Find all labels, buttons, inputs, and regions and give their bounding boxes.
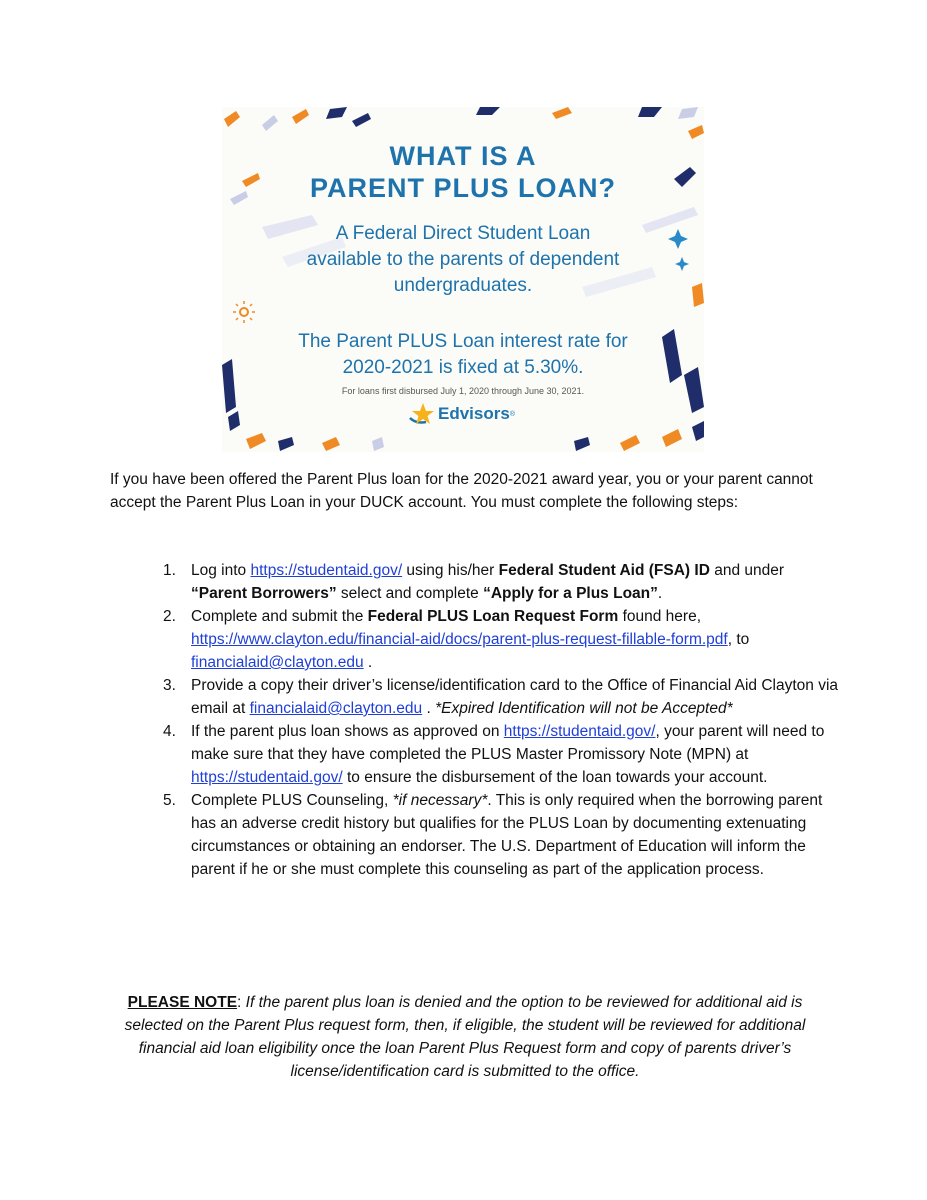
financial-aid-email-link[interactable]: financialaid@clayton.edu [191,654,364,671]
studentaid-link[interactable]: https://studentaid.gov/ [250,562,403,579]
logo-text: Edvisors [438,404,510,423]
logo-registered-mark: ® [509,410,515,418]
step-italic-text: *if necessary* [392,792,488,809]
studentaid-link[interactable]: https://studentaid.gov/ [191,769,343,786]
step-text: . [363,654,373,671]
star-icon [408,402,434,426]
step-text: to ensure the disbursement of the loan towards your account. [342,769,768,786]
banner-rate-line1: The Parent PLUS Loan interest rate for [298,331,628,352]
banner-desc-line3: undergraduates. [393,275,533,296]
steps-list [163,559,843,881]
step-2 [163,605,843,674]
intro-paragraph: If you have been offered the Parent Plus loan for the 2020-2021 award year, you or your parent cannot accept the Parent Plus Loan in your DUCK account. You must complete the following steps: [110,471,813,511]
step-text: If the parent plus loan shows as approved on [191,723,504,740]
step-text: Complete and submit the [191,608,368,625]
step-text: Complete PLUS Counseling, [191,792,393,809]
step-text: . [422,700,436,717]
step-5 [163,789,843,881]
step-text: select and complete [336,585,484,602]
request-form-link[interactable]: https://www.clayton.edu/financial-aid/docs/parent-plus-request-fillable-form.pdf [191,631,728,648]
banner-desc-line2: available to the parents of dependent [306,249,620,270]
edvisors-logo [408,400,515,428]
financial-aid-email-link[interactable]: financialaid@clayton.edu [249,700,423,717]
step-text: Provide a copy their driver’s license/identification card to the Office of Financial Aid Clayton via email at [191,677,839,717]
step-italic-text: *Expired Identification will not be Accepted* [435,700,733,717]
step-number: 1. [163,562,176,579]
banner-fine-print: For loans first disbursed July 1, 2020 through June 30, 2021. [341,386,585,396]
step-text: Log into [191,562,251,579]
banner-desc-line1: A Federal Direct Student Loan [335,223,591,244]
step-number: 2. [163,608,176,625]
step-bold-text: “Apply for a Plus Loan” [483,585,658,602]
banner-title-line1: WHAT IS A [389,141,537,171]
note-label: PLEASE NOTE [127,994,238,1011]
step-text: and under [709,562,785,579]
step-1 [163,559,843,605]
step-4 [163,720,843,789]
parent-plus-banner [222,107,704,452]
step-text: found here, [618,608,701,625]
step-number: 3. [163,677,176,694]
studentaid-link[interactable]: https://studentaid.gov/ [503,723,656,740]
banner-title-line2: PARENT PLUS LOAN? [310,173,616,203]
step-text: . This is only required when the borrowing parent has an adverse credit history but qualifies for the PLUS Loan by documenting extenuating circumstances or obtaining an endorser. The U.S. Department of Education will inform the parent if he or she must complete this counseling as part of the application process. [191,792,823,878]
step-number: 5. [163,792,176,809]
step-bold-text: Federal Student Aid (FSA) ID [498,562,710,579]
step-text: , your parent will need to make sure that they have completed the PLUS Master Promissory Note (MPN) at [191,723,825,763]
step-bold-text: “Parent Borrowers” [191,585,337,602]
step-3 [163,674,843,720]
step-text: , to [727,631,750,648]
step-number: 4. [163,723,176,740]
step-text: . [657,585,663,602]
note-text: If the parent plus loan is denied and the option to be reviewed for additional aid is selected on the Parent Plus request form, then, if eligible, the student will be reviewed for additional financial aid loan eligibility once the loan Parent Plus Request form and copy of parents driver’s license/identification card is submitted to the office. [124,994,806,1080]
please-note [110,991,820,1083]
step-bold-text: Federal PLUS Loan Request Form [367,608,619,625]
note-colon: : [237,994,242,1011]
step-text: using his/her [402,562,499,579]
banner-rate-line2: 2020-2021 is fixed at 5.30%. [342,357,584,378]
